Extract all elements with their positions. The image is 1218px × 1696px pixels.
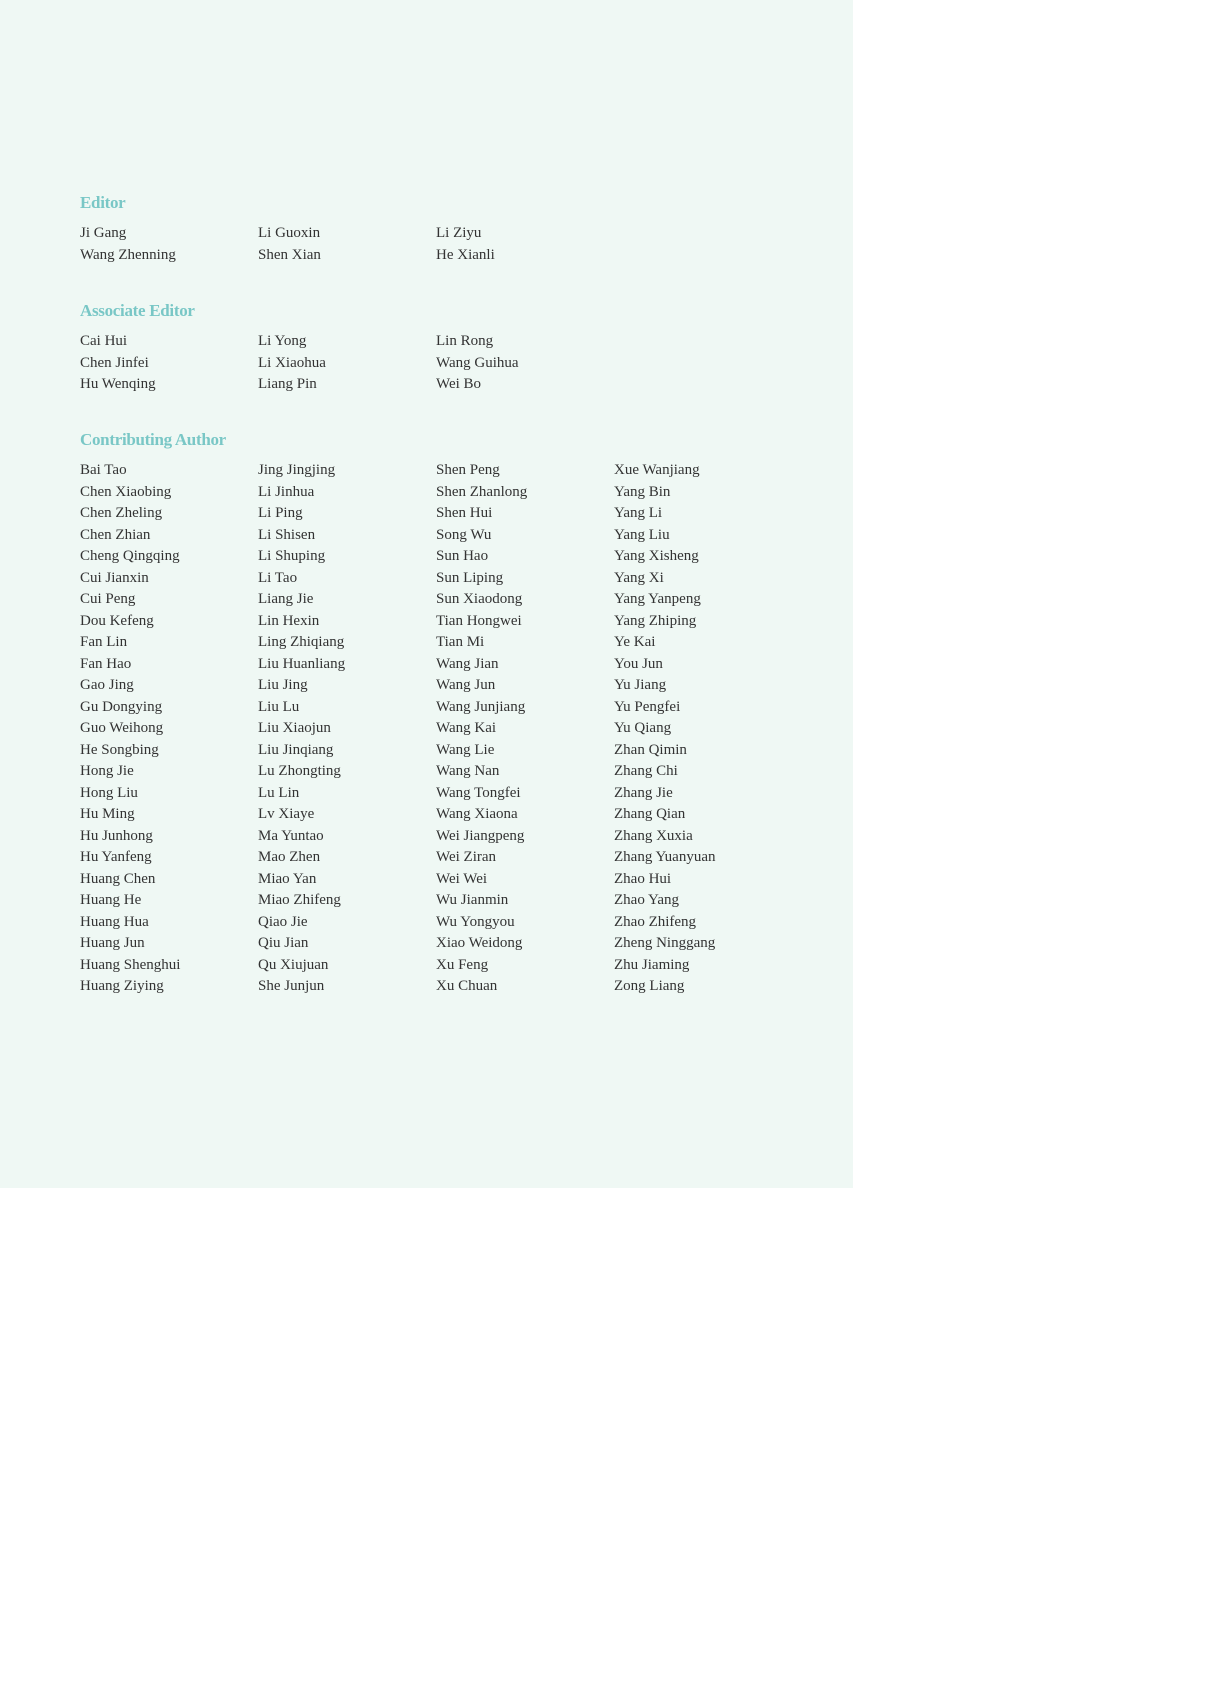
person-name: Cheng Qingqing [80,548,180,564]
person-name: Xu Chuan [436,978,498,994]
person-name: Lin Hexin [258,612,320,629]
person-name: Liu Jing [258,677,308,693]
person-name: Cui Jianxin [80,569,149,586]
person-name: Lin Rong [436,333,494,349]
person-name: Yang Xisheng [614,548,699,564]
person-name: Hu Junhong [80,827,153,844]
person-name: Wang Jun [436,677,496,693]
person-name: Li Tao [258,569,298,586]
contributing-author-name-list [80,460,792,998]
person-name: Hu Yanfeng [80,849,152,865]
person-name: Zheng Ninggang [614,935,716,951]
person-name: Chen Xiaobing [80,483,172,500]
person-name: Yu Pengfei [614,698,681,715]
person-name: Liu Lu [258,698,300,715]
person-name: Tian Hongwei [436,612,522,629]
person-name: He Xianli [436,246,495,263]
person-name: Liang Jie [258,591,314,607]
person-name: Shen Hui [436,505,493,521]
person-name: Fan Lin [80,634,128,650]
person-name: Xiao Weidong [436,935,523,951]
person-name: Zhu Jiaming [614,956,690,973]
person-name: Hu Wenqing [80,376,156,392]
person-name: Xu Feng [436,956,489,973]
person-name: Zhao Yang [614,892,680,908]
person-name: Fan Hao [80,655,132,672]
person-name: Liang Pin [258,376,317,392]
person-name: Li Ziyu [436,225,482,241]
section-heading-associate-editor: Associate Editor [80,301,195,320]
person-name: Lu Zhongting [258,763,341,779]
editor-name-list [80,223,614,266]
person-name: Li Yong [258,333,307,349]
person-name: Guo Weihong [80,720,164,736]
person-name: Huang He [80,892,142,908]
person-name: Hong Jie [80,763,134,779]
person-name: Wu Yongyou [436,913,515,930]
section-heading-contributing-author: Contributing Author [80,430,226,449]
person-name: Ji Gang [80,225,127,241]
person-name: Yang Liu [614,526,670,543]
person-name: Chen Jinfei [80,354,149,371]
person-name: Zhang Xuxia [614,827,693,844]
person-name: Wang Lie [436,741,495,758]
person-name: Shen Xian [258,246,321,263]
person-name: Mao Zhen [258,849,321,865]
person-name: Li Shuping [258,548,326,564]
person-name: Wang Jian [436,655,499,672]
person-name: Hong Liu [80,784,138,801]
person-name: Lv Xiaye [258,806,315,822]
person-name: Ye Kai [614,634,656,650]
person-name: Miao Zhifeng [258,892,341,908]
person-name: Qiu Jian [258,935,309,951]
person-name: Ma Yuntao [258,827,324,844]
person-name: Wei Ziran [436,849,497,865]
person-name: Liu Xiaojun [258,720,331,736]
person-name: Zhang Yuanyuan [614,849,716,865]
person-name: Wei Bo [436,376,482,392]
person-name: Yang Li [614,505,663,521]
person-name: Li Xiaohua [258,354,326,371]
person-name: He Songbing [80,741,159,758]
person-name: Li Jinhua [258,483,315,500]
person-name: She Junjun [258,978,325,994]
person-name: Wang Junjiang [436,698,526,715]
person-name: Zhang Qian [614,806,686,822]
person-name: Wang Guihua [436,354,519,371]
person-name: Li Guoxin [258,225,321,241]
person-name: Li Shisen [258,526,316,543]
person-name: Zhao Zhifeng [614,913,697,930]
person-name: Hu Ming [80,806,135,822]
person-name: Bai Tao [80,462,127,478]
person-name: Gao Jing [80,677,134,693]
person-name: Huang Ziying [80,978,164,994]
person-name: Gu Dongying [80,698,163,715]
person-name: Yang Zhiping [614,612,697,629]
person-name: Lu Lin [258,784,300,801]
person-name: Yu Jiang [614,677,667,693]
person-name: Zhang Jie [614,784,673,801]
editor-section [80,192,614,266]
person-name: Chen Zheling [80,505,163,521]
person-name: Wei Wei [436,870,488,887]
person-name: Cui Peng [80,591,136,607]
person-name: Huang Chen [80,870,156,887]
person-name: Xue Wanjiang [614,462,700,478]
person-name: Wu Jianmin [436,892,509,908]
person-name: Yang Bin [614,483,671,500]
person-name: Huang Shenghui [80,956,181,973]
person-name: Liu Jinqiang [258,741,334,758]
person-name: Miao Yan [258,870,317,887]
person-name: Liu Huanliang [258,655,346,672]
section-heading-editor: Editor [80,193,126,212]
person-name: Zhao Hui [614,870,672,887]
associate-editor-section [80,300,614,396]
person-name: Jing Jingjing [258,462,336,478]
person-name: Dou Kefeng [80,612,154,629]
person-name: Wang Tongfei [436,784,521,801]
person-name: Yang Yanpeng [614,591,701,607]
person-name: Wang Zhenning [80,246,176,263]
associate-editor-name-list [80,331,614,396]
person-name: Wang Xiaona [436,806,518,822]
person-name: Tian Mi [436,634,485,650]
person-name: Huang Jun [80,935,145,951]
person-name: Huang Hua [80,913,149,930]
person-name: Sun Xiaodong [436,591,523,607]
person-name: Zhan Qimin [614,741,687,758]
person-name: Sun Liping [436,569,504,586]
document-page [0,0,853,1188]
person-name: Cai Hui [80,333,128,349]
person-name: Wang Kai [436,720,497,736]
person-name: Wei Jiangpeng [436,827,525,844]
person-name: Chen Zhian [80,526,151,543]
contributing-author-section [80,429,792,998]
person-name: Qu Xiujuan [258,956,329,973]
person-name: Qiao Jie [258,913,308,930]
person-name: Yang Xi [614,569,664,586]
person-name: Ling Zhiqiang [258,634,345,650]
person-name: Shen Zhanlong [436,483,528,500]
person-name: Wang Nan [436,763,500,779]
person-name: You Jun [614,655,663,672]
person-name: Sun Hao [436,548,489,564]
person-name: Yu Qiang [614,720,672,736]
person-name: Song Wu [436,526,492,543]
person-name: Shen Peng [436,462,500,478]
person-name: Li Ping [258,505,303,521]
person-name: Zhang Chi [614,763,678,779]
person-name: Zong Liang [614,978,685,994]
